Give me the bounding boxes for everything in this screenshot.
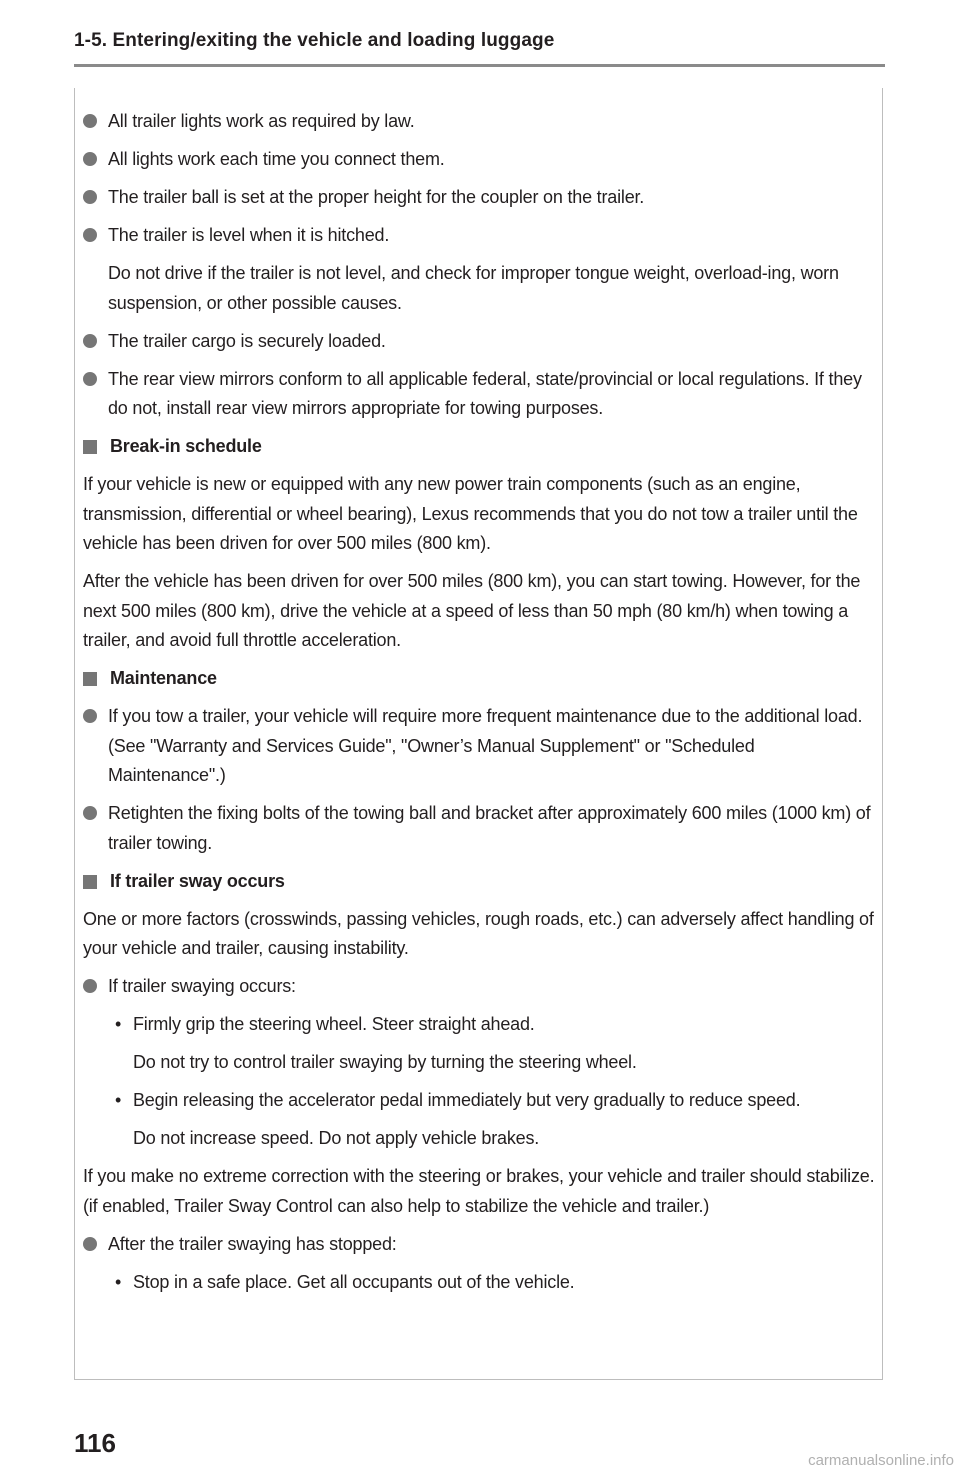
square-icon <box>83 672 97 686</box>
bullet-icon <box>83 334 97 348</box>
bullet-item <box>83 702 875 791</box>
paragraph: If your vehicle is new or equipped with any new power train components (such as an engine, transmission, differential or wheel bearing), Lexus recommends that you do not tow a trailer until the vehicle has been driven for over 500 miles (800 km). <box>83 474 858 553</box>
bullet-icon <box>83 1237 97 1251</box>
bullet-item <box>83 183 875 213</box>
bullet-text: If you tow a trailer, your vehicle will require more frequent maintenance due to the additional load. (See "Warranty and Services Guide", "Owner’s Manual Supplement" or "Scheduled Maintenance".) <box>108 706 863 785</box>
heading-text: Break-in schedule <box>110 436 262 456</box>
dot-subtext: Do not increase speed. Do not apply vehicle brakes. <box>133 1128 540 1148</box>
bullet-text: The trailer ball is set at the proper height for the coupler on the trailer. <box>108 187 645 207</box>
bullet-item <box>83 221 875 251</box>
bullet-text: All lights work each time you connect them. <box>108 149 445 169</box>
watermark: carmanualsonline.info <box>808 1452 954 1469</box>
bullet-item <box>83 327 875 357</box>
paragraph: If you make no extreme correction with the steering or brakes, your vehicle and trailer should stabilize. (if enabled, Trailer Sway Control can also help to stabilize the vehicle and trailer.) <box>83 1166 875 1216</box>
bullet-icon <box>83 979 97 993</box>
bullet-text: The trailer cargo is securely loaded. <box>108 330 386 351</box>
dot-item <box>83 1268 875 1298</box>
bullet-icon <box>83 709 97 723</box>
bullet-text: The trailer is level when it is hitched. <box>108 225 390 245</box>
bullet-icon <box>83 806 97 820</box>
heading-text: If trailer sway occurs <box>110 870 285 891</box>
paragraph: After the vehicle has been driven for over 500 miles (800 km), you can start towing. However, for the next 500 miles (800 km), drive the vehicle at a speed of less than 50 mph (80 km/h) when towing a trailer, and avoid full throttle acceleration. <box>83 571 861 650</box>
square-icon <box>83 440 97 454</box>
bullet-item <box>83 145 875 175</box>
bullet-subtext: Do not drive if the trailer is not level, and check for improper tongue weight, overload-ing, worn suspension, or other possible causes. <box>108 263 839 313</box>
header-divider <box>74 64 885 67</box>
bullet-icon <box>83 114 97 128</box>
bullet-icon <box>83 152 97 166</box>
square-icon <box>83 875 97 889</box>
section-heading-sway <box>83 867 875 897</box>
dot-text: Firmly grip the steering wheel. Steer straight ahead. <box>133 1014 535 1034</box>
dot-text: Begin releasing the accelerator pedal immediately but very gradually to reduce speed. <box>133 1090 801 1110</box>
dot-icon: • <box>115 1090 122 1110</box>
dot-icon: • <box>115 1014 122 1034</box>
paragraph: One or more factors (crosswinds, passing vehicles, rough roads, etc.) can adversely affect handling of your vehicle and trailer, causing instability. <box>83 908 874 958</box>
bullet-text: Retighten the fixing bolts of the towing ball and bracket after approximately 600 miles (1000 km) of trailer towing. <box>108 803 871 853</box>
dot-item <box>83 1010 875 1040</box>
bullet-text: If trailer swaying occurs: <box>108 976 296 996</box>
section-heading-breakin <box>83 432 875 462</box>
bullet-item <box>83 365 875 424</box>
bullet-text: After the trailer swaying has stopped: <box>108 1233 397 1254</box>
dot-item <box>83 1086 875 1116</box>
page-number: 116 <box>74 1428 116 1458</box>
bullet-icon <box>83 228 97 242</box>
bullet-icon <box>83 190 97 204</box>
dot-icon: • <box>115 1271 122 1292</box>
bullet-item <box>83 107 875 137</box>
chapter-title: 1-5. Entering/exiting the vehicle and loading luggage <box>74 30 555 51</box>
bullet-item <box>83 1230 875 1260</box>
dot-text: Stop in a safe place. Get all occupants out of the vehicle. <box>133 1271 575 1292</box>
bullet-item <box>83 799 875 858</box>
page-content <box>83 107 875 1306</box>
heading-text: Maintenance <box>110 668 217 688</box>
bullet-icon <box>83 372 97 386</box>
bullet-item <box>83 972 875 1002</box>
bullet-text: The rear view mirrors conform to all applicable federal, state/provincial or local regulations. If they do not, install rear view mirrors appropriate for towing purposes. <box>108 368 862 418</box>
dot-subtext: Do not try to control trailer swaying by turning the steering wheel. <box>133 1052 637 1072</box>
section-heading-maintenance <box>83 664 875 694</box>
bullet-text: All trailer lights work as required by law. <box>108 111 415 131</box>
